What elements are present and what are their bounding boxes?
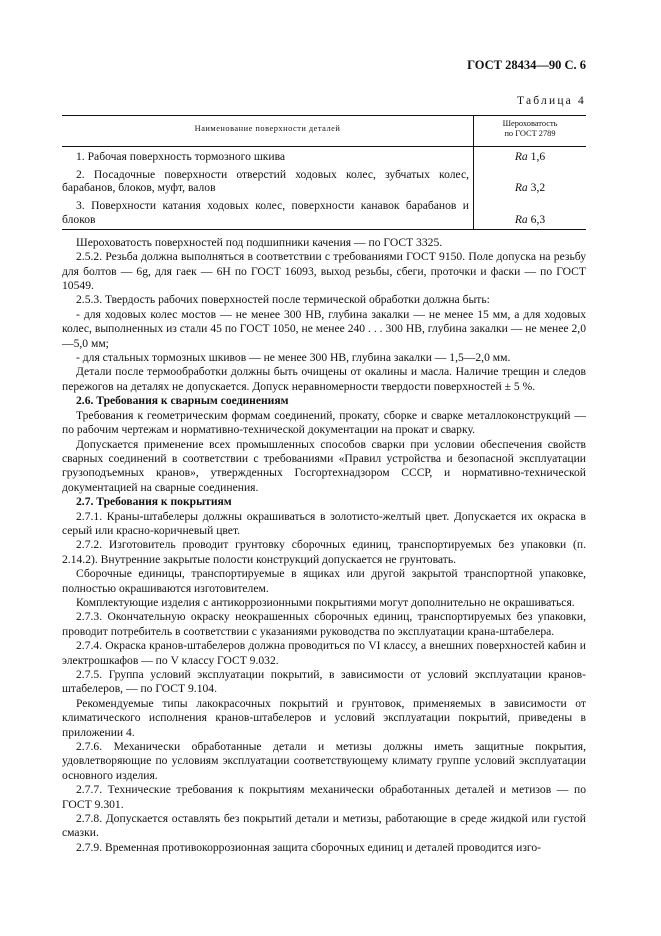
paragraph-weld-methods: Допускается применение всех промышленных способов сварки при условии обеспечения свойств сварных соединений в соответствии с требованиями «Правил устройства и безопасной эксплуатации грузоподъемных кранов», утвержденных Госгортехнадзором СССР, и нормативно-технической документацией на сварные соединения. xyxy=(62,437,586,494)
table-cell-roughness xyxy=(474,146,587,168)
roughness-value: 6,3 xyxy=(530,212,546,226)
table-header-row xyxy=(62,115,586,146)
paragraph-2-7-8: 2.7.8. Допускается оставлять без покрытий детали и метизы, работающие в среде жидкой или густой смазки. xyxy=(62,812,586,840)
paragraph-2-7-9: 2.7.9. Временная противокоррозионная защита сборочных единиц и деталей проводится изго- xyxy=(76,840,542,854)
roughness-value: 1,6 xyxy=(530,149,546,163)
paragraph-packed-units: Сборочные единицы, транспортируемые в ящиках или другой закрытой транспортной упаковке, полностью окрашиваются изготовителем. xyxy=(62,567,586,595)
paragraph-2-7-3: 2.7.3. Окончательную окраску неокрашенных сборочных единиц, транспортируемых без упаковки, проводит потребитель в соответствии с указаниями руководства по эксплуатации крана-штабелера. xyxy=(62,610,586,638)
table-row xyxy=(62,199,586,229)
roughness-table xyxy=(62,115,586,230)
section-heading-2-7: 2.7. Требования к покрытиям xyxy=(76,495,232,509)
table-row xyxy=(62,168,586,199)
table-cell-roughness xyxy=(474,199,587,229)
column-header-roughness xyxy=(474,115,587,146)
paragraph-wheel-hardness: - для ходовых колес мостов — не менее 300 НВ, глубина закалки — не менее 15 мм, а для ходовых колес, выполненных из стали 45 по ГОСТ 1050, не менее 240 . . . 300 НВ, глубина закалки — не менее 2,0—5,0 мм; xyxy=(62,307,586,350)
table-row xyxy=(62,146,586,168)
ra-symbol: Ra xyxy=(514,149,528,163)
column-header-roughness-line1: Шероховатость xyxy=(502,118,558,128)
table-cell-surface: 1. Рабочая поверхность тормозного шкива xyxy=(76,149,286,163)
column-header-roughness-line2: по ГОСТ 2789 xyxy=(504,129,556,139)
paragraph-weld-geometry: Требования к геометрическим формам соединений, прокату, сборке и сварке металлоконструкций — по рабочим чертежам и нормативно-технической документации на прокат и сварку. xyxy=(62,408,586,437)
page-header: ГОСТ 28434—90 С. 6 xyxy=(467,58,586,72)
table-cell-surface: 2. Посадочные поверхности отверстий ходовых колес, зубчатых колес, барабанов, блоков, муфт, валов xyxy=(62,168,469,195)
paragraph-2-7-5: 2.7.5. Группа условий эксплуатации покрытий, в зависимости от условий эксплуатации кранов-штабелеров, — по ГОСТ 9.104. xyxy=(62,668,586,696)
paragraph-2-7-1: 2.7.1. Краны-штабелеры должны окрашиваться в золотисто-желтый цвет. Допускается их окраска в серый или красно-коричневый цвет. xyxy=(62,509,586,537)
paragraph-2-5-3: 2.5.3. Твердость рабочих поверхностей после термической обработки должна быть: xyxy=(76,293,490,307)
roughness-value: 3,2 xyxy=(530,181,546,195)
paragraph-recommended-coatings: Рекомендуемые типы лакокрасочных покрытий и грунтовок, применяемых в зависимости от климатического исполнения кранов-штабелеров и условий эксплуатации покрытий, приведены в приложении 4. xyxy=(62,696,586,739)
paragraph-2-7-6: 2.7.6. Механически обработанные детали и метизы должны иметь защитные покрытия, удовлетворяющие по условиям эксплуатации соответствующему климату группе условий эксплуатации основного изделия. xyxy=(62,740,586,782)
column-header-surface-name: Наименование поверхности деталей xyxy=(62,115,474,146)
paragraph-2-7-4: 2.7.4. Окраска кранов-штабелеров должна проводиться по VI классу, а внешних поверхностей кабин и электрошкафов — по V классу ГОСТ 9.032. xyxy=(62,639,586,667)
paragraph-heat-treatment: Детали после термообработки должны быть очищены от окалины и масла. Наличие трещин и следов пережогов на деталях не допускается. Допуск неравномерности твердости поверхностей ± 5 %. xyxy=(62,365,586,393)
table-cell-roughness xyxy=(474,168,587,199)
table-caption: Таблица 4 xyxy=(517,95,586,108)
ra-symbol: Ra xyxy=(514,181,528,195)
paragraph-2-7-7: 2.7.7. Технические требования к покрытиям механически обработанных деталей и метизов — по ГОСТ 9.301. xyxy=(62,783,586,811)
paragraph-2-5-2: 2.5.2. Резьба должна выполняться в соответствии с требованиями ГОСТ 9150. Поле допуска на резьбу для болтов — 6g, для гаек — 6Н по ГОСТ 16093, выход резьбы, сбеги, проточки и фаски — по ГОСТ 10549. xyxy=(62,250,586,293)
body-text xyxy=(62,236,586,855)
document-page xyxy=(62,58,586,855)
paragraph-2-7-2: 2.7.2. Изготовитель проводит грунтовку сборочных единиц, транспортируемых без упаковки (п. 2.14.2). Внутренние закрытые полости конструкций допускается не грунтовать. xyxy=(62,538,586,566)
paragraph-components: Комплектующие изделия с антикоррозионными покрытиями могут дополнительно не окрашиваться. xyxy=(76,595,575,609)
ra-symbol: Ra xyxy=(514,212,528,226)
section-heading-2-6: 2.6. Требования к сварным соединениям xyxy=(76,394,289,408)
paragraph-bearings-roughness: Шероховатость поверхностей под подшипники качения — по ГОСТ 3325. xyxy=(76,235,443,249)
table-cell-surface: 3. Поверхности катания ходовых колес, поверхности канавок барабанов и блоков xyxy=(62,199,474,229)
paragraph-pulley-hardness: - для стальных тормозных шкивов — не менее 300 НВ, глубина закалки — 1,5—2,0 мм. xyxy=(76,351,511,365)
